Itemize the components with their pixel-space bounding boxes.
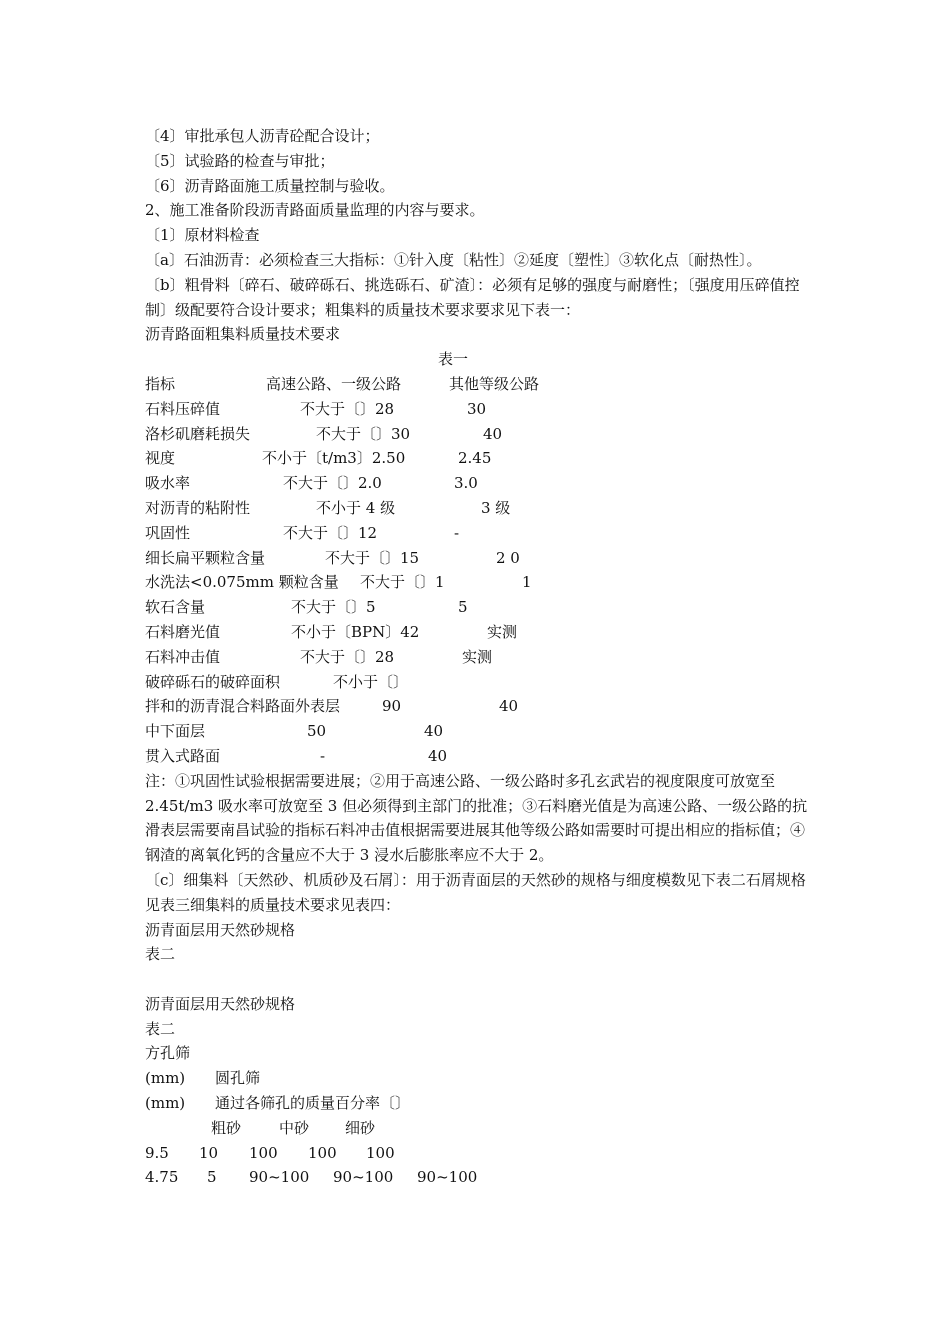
table-row <box>145 620 815 645</box>
table1-note: 注：①巩固性试验根据需要进展；②用于高速公路、一级公路时多孔玄武岩的视度限度可放宽至 2.45t/m3 吸水率可放宽至 3 但必须得到主部门的批准；③石料磨光值是为高速公路、一级公路的抗滑表层需要南昌试验的指标石料冲击值根据需要进展其他等级公路如需要时可提出相应的指标值；④钢渣的离氧化钙的含量应不大于 3 浸水后膨胀率应不大于 2。 <box>145 771 808 865</box>
table-cell: 2 0 <box>496 548 520 567</box>
table-cell: 90~100 <box>333 1168 394 1187</box>
list-item: 〔6〕沥青路面施工质量控制与验收。 <box>145 176 395 195</box>
table-row <box>145 694 815 719</box>
table-cell: 中砂 <box>279 1118 310 1137</box>
table-cell: 90~100 <box>249 1168 310 1187</box>
table2-header-row <box>145 1116 815 1141</box>
table-cell: 洛杉矶磨耗损失 <box>145 424 251 443</box>
list-item: 〔4〕审批承包人沥青砼配合设计； <box>145 127 380 145</box>
table-cell: - <box>320 746 326 765</box>
table-cell: 2.45 <box>458 449 492 468</box>
table-row <box>145 446 815 471</box>
table-row <box>145 719 815 744</box>
subsection-heading: 〔1〕原材料检查 <box>145 226 260 245</box>
table-cell: 细砂 <box>345 1118 376 1137</box>
table1-header-row <box>145 372 815 397</box>
table-cell: 粗砂 <box>211 1118 242 1137</box>
table1-label: 表一 <box>438 350 469 369</box>
table2-title: 沥青面层用天然砂规格 <box>145 994 296 1013</box>
table-cell: 水洗法<0.075mm 颗粒含量 <box>145 573 339 592</box>
table-cell: 100 <box>308 1143 337 1162</box>
table-cell: 不大于〔〕30 <box>316 424 411 443</box>
paragraph-fine-aggregate: 〔c〕细集料〔天然砂、机质砂及石屑〕：用于沥青面层的天然砂的规格与细度模数见下表二石屑规格见表三细集料的质量技术要求见表四： <box>145 870 806 914</box>
table-cell: 50 <box>307 722 327 741</box>
section-heading: 2、施工准备阶段沥青路面质量监理的内容与要求。 <box>145 201 485 220</box>
table-cell: (mm) <box>145 1069 186 1088</box>
table2-label: 表二 <box>145 1019 176 1038</box>
table-cell: 不大于〔〕1 <box>360 573 445 592</box>
table2-intro-label: 表二 <box>145 945 176 964</box>
table-row <box>145 744 815 769</box>
table-row <box>145 397 815 422</box>
table-cell: 拌和的沥青混合料路面外表层 <box>145 697 341 716</box>
paragraph-coarse-aggregate: 〔b〕粗骨料〔碎石、破碎砾石、挑选砾石、矿渣〕：必须有足够的强度与耐磨性；〔强度用压碎值控制〕级配要符合设计要求；粗集料的质量技术要求要求见下表一： <box>145 275 800 319</box>
table-cell: 1 <box>522 573 532 592</box>
table-row <box>145 471 815 496</box>
table-row <box>145 521 815 546</box>
table-cell: 40 <box>424 722 444 741</box>
table2-intro-title: 沥青面层用天然砂规格 <box>145 920 296 939</box>
table-cell: 中下面层 <box>145 722 206 741</box>
spacer <box>145 967 815 992</box>
table-cell: 4.75 <box>145 1168 179 1187</box>
list-item: 〔5〕试验路的检查与审批； <box>145 151 335 170</box>
table-cell: 不大于〔〕12 <box>283 523 378 542</box>
table2-header-sieve: 方孔筛 <box>145 1044 191 1063</box>
table-cell: 不小于〔〕 <box>333 672 409 691</box>
table-cell: 石料磨光值 <box>145 622 221 641</box>
table-cell: 通过各筛孔的质量百分率〔〕 <box>215 1094 411 1113</box>
table-row <box>145 595 815 620</box>
table-cell: 对沥青的粘附性 <box>145 498 251 517</box>
table-cell: 不大于〔〕15 <box>325 548 420 567</box>
table-cell: 90~100 <box>417 1168 478 1187</box>
table1-title: 沥青路面粗集料质量技术要求 <box>145 325 341 344</box>
table-row <box>145 1165 815 1190</box>
document-page <box>145 124 815 1190</box>
table-cell: 不大于〔〕28 <box>300 647 395 666</box>
table-cell: 10 <box>199 1143 219 1162</box>
table-cell: 不大于〔〕28 <box>300 399 395 418</box>
table-row <box>145 670 815 695</box>
table2-header-row <box>145 1091 815 1116</box>
table-cell: 不小于〔BPN〕42 <box>291 622 420 641</box>
table-cell: 不小于〔t/m3〕2.50 <box>262 449 406 468</box>
table-cell: 巩固性 <box>145 523 191 542</box>
table-cell: 圆孔筛 <box>215 1069 261 1088</box>
table-cell: 石料冲击值 <box>145 647 221 666</box>
table-row <box>145 546 815 571</box>
table-cell: 不大于〔〕5 <box>291 598 376 617</box>
table-cell: 40 <box>499 697 519 716</box>
table-cell: 实测 <box>462 647 493 666</box>
table-cell: 石料压碎值 <box>145 399 221 418</box>
table-cell: 软石含量 <box>145 598 206 617</box>
table-cell: 贯入式路面 <box>145 746 221 765</box>
paragraph-asphalt: 〔a〕石油沥青：必须检查三大指标：①针入度〔粘性〕②延度〔塑性〕③软化点〔耐热性〕。 <box>145 250 762 269</box>
table-cell: 视度 <box>145 449 176 468</box>
table-cell: 5 <box>207 1168 217 1187</box>
table2-header-row <box>145 1066 815 1091</box>
table-cell: 不大于〔〕2.0 <box>283 474 382 493</box>
table-cell: 90 <box>382 697 402 716</box>
table1-header-cell: 高速公路、一级公路 <box>266 374 402 393</box>
table-row <box>145 422 815 447</box>
table-cell: - <box>454 523 460 542</box>
table-row <box>145 645 815 670</box>
table-row <box>145 1141 815 1166</box>
table-cell: 9.5 <box>145 1143 169 1162</box>
table-cell: 100 <box>366 1143 395 1162</box>
table-row <box>145 496 815 521</box>
table-cell: (mm) <box>145 1094 186 1113</box>
table-cell: 吸水率 <box>145 474 191 493</box>
table-cell: 40 <box>483 424 503 443</box>
table-cell: 不小于 4 级 <box>316 498 396 517</box>
table-cell: 30 <box>467 399 487 418</box>
table1-header-cell: 指标 <box>145 374 176 393</box>
table-cell: 破碎砾石的破碎面积 <box>145 672 281 691</box>
table-cell: 3 级 <box>481 498 511 517</box>
table-row <box>145 570 815 595</box>
table-cell: 5 <box>458 598 468 617</box>
table1-header-cell: 其他等级公路 <box>449 374 540 393</box>
table-cell: 3.0 <box>454 474 478 493</box>
table-cell: 100 <box>249 1143 278 1162</box>
table-cell: 细长扁平颗粒含量 <box>145 548 266 567</box>
table-cell: 实测 <box>487 622 518 641</box>
table-cell: 40 <box>428 746 448 765</box>
